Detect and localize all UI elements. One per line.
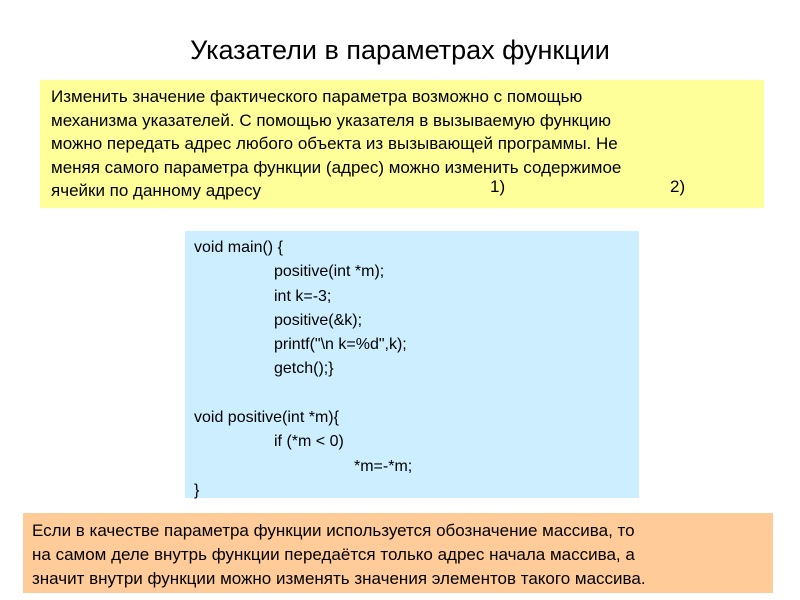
marker-2: 2): [670, 177, 686, 196]
marker-1: 1): [490, 177, 506, 196]
code-line: [194, 382, 639, 406]
note-box: [23, 513, 773, 593]
slide-title: Указатели в параметрах функции: [190, 35, 610, 65]
intro-text: Изменить значение фактического параметра возможно с помощью механизма указателей. С помощью указателя в вызываемую функцию можно передать адрес любого объекта из вызывающей программы. Не меняя самого параметра функции (адрес) можно изменить содержимое ячейки по данному адресу: [51, 87, 622, 200]
code-line: }: [194, 481, 200, 499]
code-line: getch();}: [274, 360, 334, 378]
code-line: void positive(int *m){: [194, 409, 339, 427]
code-line: positive(int *m);: [274, 263, 385, 281]
note-text: Если в качестве параметра функции используется обозначение массива, то на самом деле внутрь функции передаётся только адрес начала массива, а значит внутри функции можно изменять значения элементов такого массива.: [32, 521, 646, 588]
code-line: positive(&k);: [274, 311, 363, 329]
code-line: int k=-3;: [274, 287, 332, 305]
code-box: [185, 231, 639, 498]
intro-box: [40, 80, 764, 208]
code-line: *m=-*m;: [354, 457, 413, 475]
code-line: printf("\n k=%d",k);: [274, 336, 407, 354]
code-line: if (*m < 0): [274, 433, 344, 451]
code-line: void main() {: [194, 239, 283, 256]
